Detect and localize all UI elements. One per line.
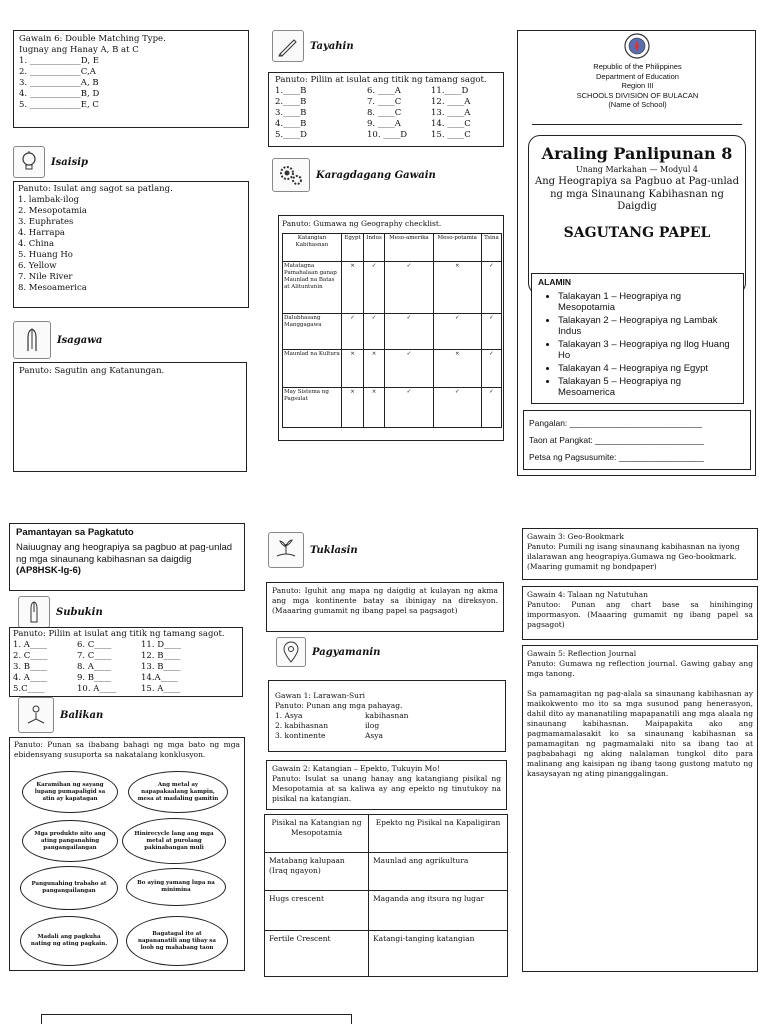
- list-item: 3. kontinente: [275, 731, 326, 740]
- list-item: • Talakayan 1 – Heograpiya ng Mesopotamia: [558, 291, 737, 313]
- row-label: May Sistema ng Pagsulat: [283, 388, 342, 428]
- gawain1-box: [268, 680, 506, 752]
- row-label: Matatagna Pamahalaan ganap Maunlad na Batas at Alituntunin: [283, 262, 342, 314]
- list-item: 7. C____: [77, 651, 112, 661]
- subject-title: Araling Panlipunan 8: [541, 144, 733, 163]
- list-item: 8. Mesoamerica: [18, 283, 87, 293]
- list-item: • Talakayan 3 – Heograpiya ng Ilog Huang Ho: [558, 339, 737, 361]
- plant-hand-icon: [268, 532, 304, 568]
- list-item: 4. ____________B, D: [19, 89, 100, 99]
- table-cell: Katangi-tanging katangian: [369, 931, 508, 977]
- table-row: [283, 262, 502, 314]
- row-label: Dalubhasang Manggagawa: [283, 314, 342, 350]
- check-mark: ✓: [385, 262, 433, 314]
- list-item: 2. ____________C,A: [19, 67, 96, 77]
- list-item: 12. B____: [141, 651, 181, 661]
- check-mark: ×: [342, 350, 364, 388]
- check-mark: ✓: [385, 314, 433, 350]
- pamantayan-text: Naiuugnay ang heograpiya sa pagbuo at pag-unlad ng mga sinaunang kabihasnan sa daigdig: [16, 542, 233, 565]
- title-card: [528, 135, 746, 295]
- region-text: Region III: [621, 81, 654, 90]
- sheet-title: SAGUTANG PAPEL: [563, 224, 711, 241]
- list-item: 3. Euphrates: [18, 217, 74, 227]
- isaisip-instruction: Panuto: Isulat ang sagot sa patlang.: [18, 184, 173, 194]
- divider: [532, 124, 742, 125]
- gawain5-title: Gawain 5: Reflection Journal: [527, 649, 637, 658]
- list-item: 4. A____: [13, 673, 47, 683]
- alamin-heading: ALAMIN: [538, 277, 572, 287]
- pen-icon: [272, 30, 304, 62]
- year-section-field[interactable]: Taon at Pangkat: _______________________: [529, 435, 704, 445]
- isagawa-header: [13, 321, 102, 359]
- list-item: 14.A____: [141, 673, 178, 683]
- list-item: 7. ____C: [367, 97, 402, 107]
- check-mark: ✓: [481, 388, 501, 428]
- list-item: 5. Huang Ho: [18, 250, 73, 260]
- balikan-heading: Balikan: [60, 709, 104, 721]
- list-item: • Talakayan 5 – Heograpiya ng Mesoamerica: [558, 376, 737, 398]
- balikan-instruction: Panuto: Punan sa ibabang bahagi ng mga bato ng mga ebidensyang susuporta sa nakatalang konklusyon.: [14, 740, 240, 759]
- raised-hand-icon: [18, 596, 50, 628]
- reflection-answer: Sa pamamagitan ng pag-alala sa sinaunang kabihasnan ay maikokwento mo ito sa mga susunod pang henerasyon, dahil dito ay mananatiling mapapanatili ang mga alaala ng sinaunang kabihasnan. Maipapakita ako ang pagmamamalasakit ko sa sinaunang kabihasnan sa pamamagitan ng pagmamalaki nito sa ibang tao at pagbabahagi ng aking nalalaman tungkol dito para malinang ang kaisipan ng ibang taong gustong matuto ng kasaysayan ng ating pinanggalingan.: [527, 689, 753, 778]
- list-item: 4. China: [18, 239, 55, 249]
- list-item: Asya: [365, 731, 383, 740]
- gawain3-title: Gawain 3: Geo-Bookmark: [527, 532, 624, 541]
- subukin-box: [9, 627, 243, 697]
- gawain1-title: Gawan 1: Larawan-Suri: [275, 691, 365, 700]
- check-mark: ✓: [481, 262, 501, 314]
- competency-code: (AP8HSK-Ig-6): [16, 565, 81, 576]
- list-item: 11.____D: [431, 86, 469, 96]
- evidence-oval: Bo aying yamang lupa na minimina: [126, 868, 226, 906]
- list-item: 6. ____A: [367, 86, 401, 96]
- list-item: 1.____B: [275, 86, 307, 96]
- isagawa-heading: Isagawa: [57, 334, 103, 346]
- evidence-oval: Mga produkto nito ang ating panganahing pangangailangan: [22, 820, 118, 862]
- list-item: 4. Harrapa: [18, 228, 65, 238]
- list-item: 10. A____: [77, 684, 117, 694]
- table-header: Meso-amerika: [385, 234, 433, 262]
- list-item: 14. ____C: [431, 119, 471, 129]
- table-cell: Hugs crescent: [265, 891, 369, 931]
- republic-text: Republic of the Philippines: [593, 62, 682, 71]
- table-header: Meso-potamia: [433, 234, 481, 262]
- check-mark: ✓: [385, 350, 433, 388]
- list-item: 9. B____: [77, 673, 112, 683]
- table-row: [265, 931, 508, 977]
- table-cell: Maunlad ang agrikultura: [369, 853, 508, 891]
- list-item: 13. B____: [141, 662, 181, 672]
- tayahin-instruction: Panuto: Piliin at isulat ang titik ng tamang sagot.: [275, 75, 487, 85]
- isagawa-instruction: Panuto: Sagutin ang Katanungan.: [19, 366, 165, 376]
- table-header: Indus: [364, 234, 385, 262]
- pamantayan-heading: Pamantayan sa Pagkatuto: [16, 527, 134, 538]
- footer-box: [41, 1014, 352, 1024]
- submission-date-field[interactable]: Petsa ng Pagsusumite: __________________: [529, 452, 704, 462]
- check-mark: ✓: [364, 262, 385, 314]
- list-item: 6. Yellow: [18, 261, 57, 271]
- evidence-oval: Hinirecycle lang ang mga metal at purolang pakinabangan muli: [122, 818, 226, 864]
- gawain4-title: Gawain 4: Talaan ng Natutuhan: [527, 590, 648, 599]
- subukin-heading: Subukin: [56, 606, 103, 618]
- table-row: [265, 853, 508, 891]
- topic-title: Ang Heograpiya sa Pagbuo at Pag-unlad ng mga Sinaunang Kabihasnan ng Daigdig: [535, 176, 740, 212]
- karagdagan-instruction: Panuto: Gumawa ng Geography checklist.: [282, 219, 442, 228]
- pamantayan-box: [9, 523, 245, 591]
- gawain5-instruction: Panuto: Gumawa ng reflection journal. Gawing gabay ang mga tanong.: [527, 659, 753, 678]
- gawain2-title: Gawain 2: Katangian – Epekto, Tukuyin Mo!: [272, 764, 440, 773]
- table-row: [265, 891, 508, 931]
- check-mark: ×: [364, 388, 385, 428]
- division-text: SCHOOLS DIVISION OF BULACAN: [576, 90, 699, 100]
- list-item: 12. ____A: [431, 97, 471, 107]
- table-header: Katangian Kabihasnan: [283, 234, 342, 262]
- list-item: 1. ____________D, E: [19, 56, 99, 66]
- gawain1-instruction: Panuto: Punan ang mga pahayag.: [275, 701, 403, 710]
- gawain4-box: [522, 586, 758, 640]
- department-text: Department of Education: [596, 71, 679, 81]
- check-mark: ✓: [342, 314, 364, 350]
- table-row: [283, 388, 502, 428]
- list-item: kabihasnan: [365, 711, 409, 720]
- table-cell: Fertile Crescent: [265, 931, 369, 977]
- subukin-header: [18, 596, 103, 628]
- school-name: (Name of School): [608, 100, 667, 109]
- check-mark: ✓: [433, 388, 481, 428]
- evidence-oval: Bagatagal ito at napananatili ang tibay sa loob ng mahabang taon: [126, 916, 228, 966]
- check-mark: ✓: [433, 314, 481, 350]
- location-pin-icon: [276, 637, 306, 667]
- tuklasin-instruction: Panuto: Iguhit ang mapa ng daigdig at kulayan ng akma ang mga kontinente batay sa ibinigay na direksyon. (Maaaring gumamit ng ibang papel sa pagsagot): [272, 586, 498, 615]
- check-mark: ×: [342, 388, 364, 428]
- list-item: • Talakayan 4 – Heograpiya ng Egypt: [558, 363, 737, 374]
- gawain3-box: [522, 528, 758, 580]
- evidence-oval: Pangunahing trabaho at pangangailangan: [20, 866, 118, 910]
- list-item: • Talakayan 2 – Heograpiya ng Lambak Indus: [558, 315, 737, 337]
- check-mark: ✓: [481, 350, 501, 388]
- lightbulb-icon: [13, 146, 45, 178]
- list-item: 9. ____A: [367, 119, 401, 129]
- table-cell: Matabang kalupaan (Iraq ngayon): [265, 853, 369, 891]
- list-item: 10. ____D: [367, 130, 408, 140]
- pagyamanin-header: [276, 637, 380, 667]
- check-mark: ×: [364, 350, 385, 388]
- list-item: 13. ____A: [431, 108, 471, 118]
- isagawa-box: [13, 362, 247, 472]
- table-header: Epekto ng Pisikal na Kapaligiran: [369, 815, 508, 853]
- list-item: 5.C____: [13, 684, 45, 694]
- table-row: [283, 314, 502, 350]
- check-mark: ✓: [385, 388, 433, 428]
- evidence-oval: Ang metal ay napapakaalang kampin, mesa at madaling gamitin: [128, 771, 228, 813]
- table-cell: Maganda ang itsura ng lugar: [369, 891, 508, 931]
- student-info-box: [523, 410, 751, 470]
- table-header: Pisikal na Katangian ng Mesopotamia: [265, 815, 369, 853]
- list-item: 15. A____: [141, 684, 181, 694]
- karagdagan-box: [278, 215, 504, 441]
- table-row: [283, 350, 502, 388]
- list-item: 3.____B: [275, 108, 307, 118]
- list-item: 3. B____: [13, 662, 48, 672]
- tayahin-heading: Tayahin: [310, 40, 354, 52]
- gawain4-instruction: Panutoo: Punan ang chart base sa hinihinging impormasyon. (Maaaring gumamit ng ibang papel sa pagsagot): [527, 600, 753, 629]
- isaisip-box: [13, 181, 249, 308]
- tayahin-box: [268, 72, 504, 147]
- cover-panel: [517, 30, 756, 476]
- karagdagan-header: [272, 158, 436, 192]
- list-item: ilog: [365, 721, 380, 730]
- list-item: 15. ____C: [431, 130, 471, 140]
- tuklasin-box: [266, 582, 504, 632]
- evidence-oval: Karamihan ng sayang lupang pumapaligid sa atin ay kapatagan: [22, 771, 118, 813]
- check-mark: ×: [433, 262, 481, 314]
- isaisip-header: [13, 146, 88, 178]
- balikan-box: [9, 737, 245, 971]
- list-item: 6. C____: [77, 640, 112, 650]
- check-mark: ×: [433, 350, 481, 388]
- balikan-header: [18, 697, 103, 733]
- list-item: 1. lambak-ilog: [18, 195, 80, 205]
- gawain6-instruction: Iugnay ang Hanay A, B at C: [19, 45, 139, 55]
- gawain3-instruction: Panuto: Pumili ng isang sinaunang kabihasnan na iyong ilalarawan ang heograpiya.Gumawa ng Geo-bookmark. (Maaring gumamit ng bondpaper): [527, 542, 740, 571]
- gawain6-box: [13, 30, 249, 128]
- list-item: 8. A____: [77, 662, 111, 672]
- list-item: 5. ____________E, C: [19, 100, 99, 110]
- tayahin-header: [272, 30, 354, 62]
- table-header: Tsina: [481, 234, 501, 262]
- list-item: 7. Nile River: [18, 272, 73, 282]
- alamin-box: [531, 273, 744, 404]
- hands-icon: [13, 321, 51, 359]
- check-mark: ✓: [481, 314, 501, 350]
- list-item: 8. ____C: [367, 108, 402, 118]
- check-mark: ×: [342, 262, 364, 314]
- row-label: Maunlad na Kultura: [283, 350, 342, 388]
- checklist-table: [282, 233, 502, 428]
- subukin-instruction: Panuto: Piliin at isulat ang titik ng tamang sagot.: [13, 629, 225, 639]
- name-field[interactable]: Pangalan: ____________________________: [529, 418, 703, 428]
- gawain5-box: [522, 645, 758, 972]
- gawain6-title: Gawain 6: Double Matching Type.: [19, 34, 166, 44]
- karagdagan-heading: Karagdagang Gawain: [316, 169, 436, 181]
- list-item: 5.____D: [275, 130, 307, 140]
- katangian-epekto-table: [264, 814, 508, 977]
- list-item: 2. Mesopotamia: [18, 206, 87, 216]
- evidence-oval: Madali ang pagkuha nating ng ating pagkain.: [20, 916, 118, 966]
- list-item: 11. D____: [141, 640, 182, 650]
- gears-icon: [272, 158, 310, 192]
- deped-seal-icon: [624, 33, 650, 63]
- module-label: Unang Markahan — Modyul 4: [575, 165, 699, 174]
- list-item: 1. A____: [13, 640, 47, 650]
- list-item: 3. ____________A, B: [19, 78, 99, 88]
- gawain2-instruction: Panuto: Isulat sa unang hanay ang katangiang pisikal ng Mesopotamia at sa kaliwa ay ang epekto ng tinutukoy na pisikal na katangian.: [272, 774, 501, 803]
- list-item: 2.____B: [275, 97, 307, 107]
- list-item: 2. kabihasnan: [275, 721, 329, 730]
- gawain2-box: [266, 760, 507, 810]
- list-item: 1. Asya: [275, 711, 303, 720]
- check-mark: ✓: [364, 314, 385, 350]
- tuklasin-heading: Tuklasin: [310, 544, 358, 556]
- reading-icon: [18, 697, 54, 733]
- pagyamanin-heading: Pagyamanin: [312, 646, 381, 658]
- isaisip-heading: Isaisip: [51, 156, 89, 168]
- list-item: 4.____B: [275, 119, 307, 129]
- table-header: Egypt: [342, 234, 364, 262]
- tuklasin-header: [268, 532, 358, 568]
- list-item: 2. C____: [13, 651, 48, 661]
